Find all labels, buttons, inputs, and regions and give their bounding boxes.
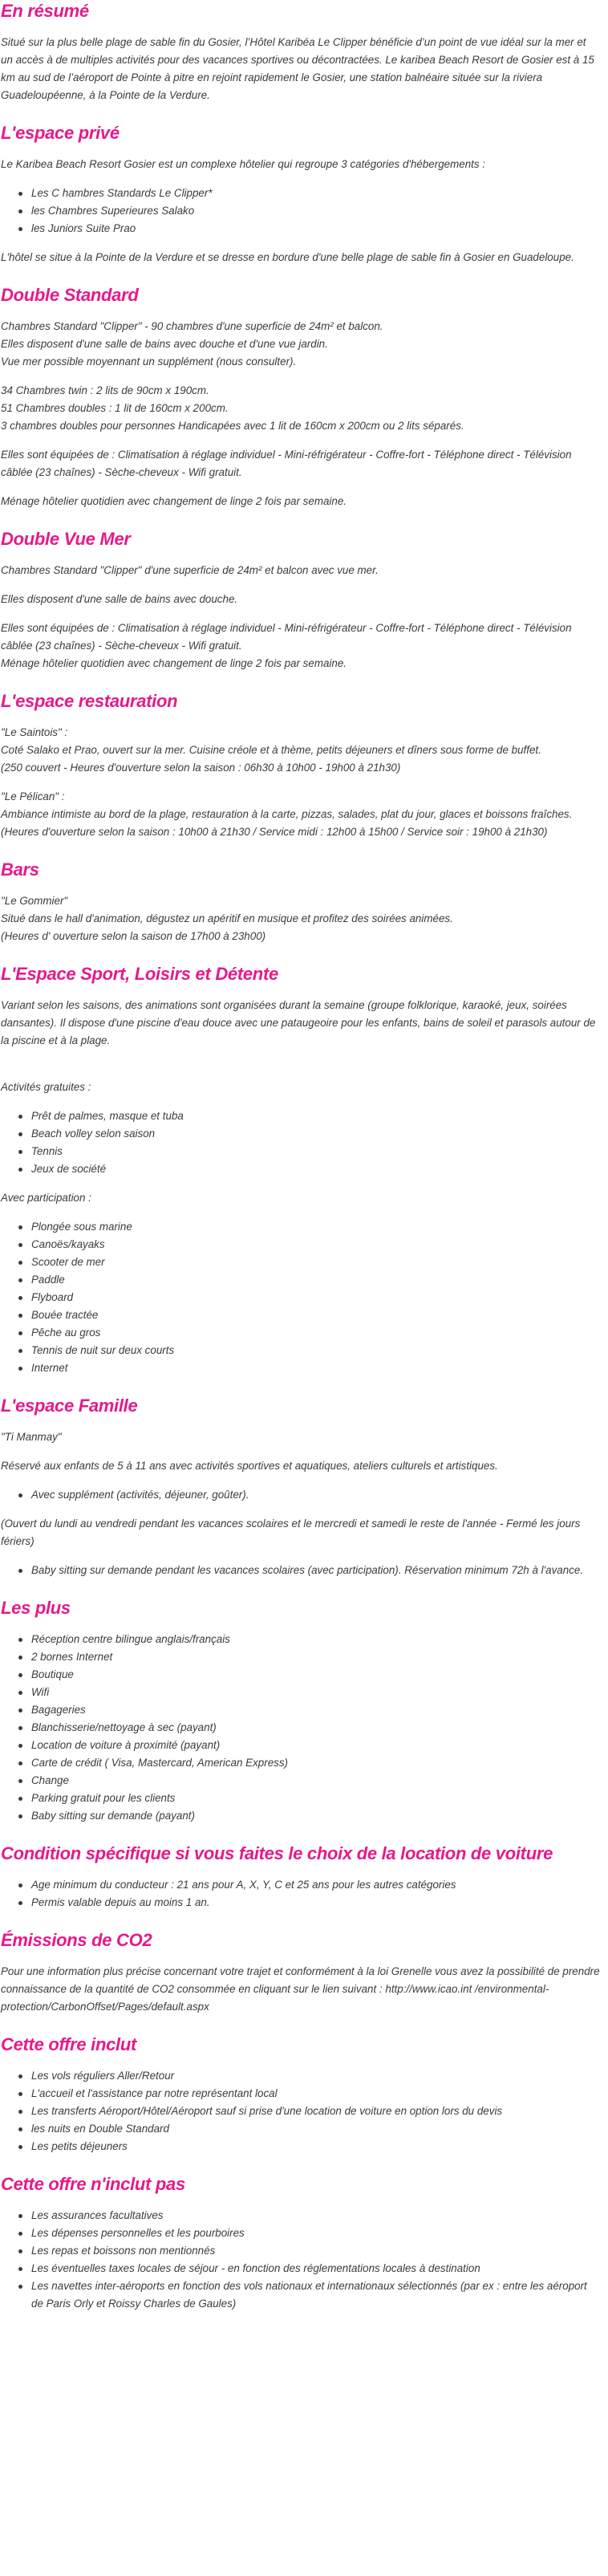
list-item: Les éventuelles taxes locales de séjour - en fonction des réglementations locales à destination <box>31 2260 601 2277</box>
room-equipment: Elles sont équipées de : Climatisation à réglage individuel - Mini-réfrigérateur - Coffre-fort - Téléphone direct - Télévision câblée (23 chaînes) - Sèche-cheveux - Wifi gratuit. <box>1 449 572 478</box>
list-item: Flyboard <box>31 1289 601 1306</box>
section-title: L'espace restauration <box>1 691 178 711</box>
kids-club-list <box>1 1486 601 1504</box>
list-item: Avec supplément (activités, déjeuner, goûter). <box>31 1486 601 1504</box>
paid-activities-label: Avec participation : <box>1 1192 91 1204</box>
paid-activities-list <box>1 1218 601 1377</box>
text-line: Ambiance intimiste au bord de la plage, restauration à la carte, pizzas, salades, plat du jour, glaces et boissons fraîches. <box>1 808 573 820</box>
list-item: Bouée tractée <box>31 1306 601 1324</box>
list-item: Jeux de société <box>31 1160 601 1178</box>
text-line: 34 Chambres twin : 2 lits de 90cm x 190cm. <box>1 384 209 396</box>
section-espace-prive <box>1 122 601 266</box>
prive-outro: L'hôtel se situe à la Pointe de la Verdure et se dresse en bordure d'une belle plage de sable fin à Gosier en Guadeloupe. <box>1 251 574 263</box>
room-equipment <box>1 620 601 672</box>
restaurant-pelican <box>1 788 601 841</box>
list-item: Permis valable depuis au moins 1 an. <box>31 1894 601 1912</box>
list-item: Internet <box>31 1359 601 1377</box>
rental-conditions-list <box>1 1876 601 1912</box>
list-item: L'accueil et l'assistance par notre représentant local <box>31 2085 601 2103</box>
included-list <box>1 2067 601 2155</box>
kids-club-note: (Ouvert du lundi au vendredi pendant les vacances scolaires et le mercredi et samedi le reste de l'année - Fermé les jours fériers) <box>1 1518 581 1547</box>
restaurant-saintois <box>1 724 601 777</box>
text-line: (Heures d' ouverture selon la saison de 17h00 à 23h00) <box>1 930 266 942</box>
list-item: Les repas et boissons non mentionnés <box>31 2242 601 2260</box>
section-title: L'espace Famille <box>1 1396 138 1416</box>
section-restauration <box>1 690 601 841</box>
section-sport-loisirs <box>1 963 601 1377</box>
text-line: Elles disposent d'une salle de bains avec douche et d'une vue jardin. <box>1 338 328 350</box>
text-line: "Le Saintois" : <box>1 726 68 738</box>
list-item: Parking gratuit pour les clients <box>31 1790 601 1807</box>
free-activities-list <box>1 1107 601 1178</box>
housekeeping-note: Ménage hôtelier quotidien avec changement de linge 2 fois par semaine. <box>1 495 347 507</box>
section-title: Émissions de CO2 <box>1 1930 152 1950</box>
text-line: (Heures d'ouverture selon la saison : 10h00 à 21h30 / Service midi : 12h00 à 15h00 / Service soir : 19h00 à 21h30) <box>1 826 548 838</box>
list-item: Les dépenses personnelles et les pourboires <box>31 2225 601 2242</box>
list-item: Les petits déjeuners <box>31 2138 601 2155</box>
spacer <box>1 1061 601 1079</box>
text-line: Chambres Standard "Clipper" - 90 chambres d'une superficie de 24m² et balcon. <box>1 320 383 332</box>
list-item: Prêt de palmes, masque et tuba <box>31 1107 601 1125</box>
list-item: Paddle <box>31 1271 601 1289</box>
babysitting-list <box>1 1562 601 1579</box>
section-title: Cette offre inclut <box>1 2034 136 2054</box>
list-item: Location de voiture à proximité (payant) <box>31 1737 601 1754</box>
kids-club-name: "Ti Manmay" <box>1 1431 62 1443</box>
section-bars <box>1 859 601 945</box>
accommodation-list <box>1 185 601 238</box>
list-item: Age minimum du conducteur : 21 ans pour A, X, Y, C et 25 ans pour les autres catégories <box>31 1876 601 1894</box>
section-double-vue-mer <box>1 528 601 672</box>
room-configuration <box>1 382 601 435</box>
section-title: Double Standard <box>1 285 139 305</box>
text-line: Ménage hôtelier quotidien avec changement de linge 2 fois par semaine. <box>1 657 347 669</box>
section-double-standard <box>1 284 601 510</box>
list-item: Bagageries <box>31 1701 601 1719</box>
list-item: Plongée sous marine <box>31 1218 601 1236</box>
list-item: Baby sitting sur demande pendant les vacances scolaires (avec participation). Réservation minimum 72h à l'avance. <box>31 1562 601 1579</box>
list-item: Les assurances facultatives <box>31 2207 601 2225</box>
section-title: Double Vue Mer <box>1 529 131 549</box>
text-line: Elles sont équipées de : Climatisation à réglage individuel - Mini-réfrigérateur - Coffre-fort - Téléphone direct - Télévision câblée (23 chaînes) - Sèche-cheveux - Wifi gratuit. <box>1 622 572 652</box>
list-item: Wifi <box>31 1684 601 1701</box>
list-item: Carte de crédit ( Visa, Mastercard, American Express) <box>31 1754 601 1772</box>
list-item: Beach volley selon saison <box>31 1125 601 1143</box>
section-emissions-co2 <box>1 1929 601 2016</box>
text-line: (250 couvert - Heures d'ouverture selon la saison : 06h30 à 10h00 - 19h00 à 21h30) <box>1 762 401 774</box>
section-title: Les plus <box>1 1598 71 1618</box>
text-line: Vue mer possible moyennant un supplément (nous consulter). <box>1 356 297 368</box>
sport-intro: Variant selon les saisons, des animations sont organisées durant la semaine (groupe folklorique, karaoké, jeux, soirées dansantes). Il dispose d'une piscine d'eau douce avec une pataugeoire pour les enfants, bains de soleil et parasols autour de la piscine et à la plage. <box>1 999 596 1046</box>
section-famille <box>1 1395 601 1579</box>
section-title: En résumé <box>1 1 89 21</box>
text-line: 3 chambres doubles pour personnes Handicapées avec 1 lit de 160cm x 200cm ou 2 lits séparés. <box>1 420 464 432</box>
list-item: Tennis <box>31 1143 601 1160</box>
room-bathroom: Elles disposent d'une salle de bains avec douche. <box>1 593 238 605</box>
list-item: Change <box>31 1772 601 1790</box>
kids-club-intro: Réservé aux enfants de 5 à 11 ans avec activités sportives et aquatiques, ateliers culturels et artistiques. <box>1 1460 498 1472</box>
text-line: 51 Chambres doubles : 1 lit de 160cm x 200cm. <box>1 402 229 414</box>
free-activities-label: Activités gratuites : <box>1 1081 91 1093</box>
room-description: Chambres Standard "Clipper" d'une superficie de 24m² et balcon avec vue mer. <box>1 564 379 576</box>
list-item: Scooter de mer <box>31 1253 601 1271</box>
list-item: Baby sitting sur demande (payant) <box>31 1807 601 1825</box>
list-item: les nuits en Double Standard <box>31 2120 601 2138</box>
section-title: L'espace privé <box>1 123 120 143</box>
co2-text: Pour une information plus précise concernant votre trajet et conformément à la loi Grenelle vous avez la possibilité de prendre connaissance de la quantité de CO2 consommée en cliquant sur le lien suivant : http://www.icao.int /environmental-protection/CarbonOffset/Pages/default.aspx <box>1 1965 600 2013</box>
list-item: Canoës/kayaks <box>31 1236 601 1253</box>
list-item: Les vols réguliers Aller/Retour <box>31 2067 601 2085</box>
section-offre-ninclut <box>1 2173 601 2313</box>
text-line: Coté Salako et Prao, ouvert sur la mer. Cuisine créole et à thème, petits déjeuners et dîners sous forme de buffet. <box>1 744 541 756</box>
list-item: Les transferts Aéroport/Hôtel/Aéroport sauf si prise d'une location de voiture en option lors du devis <box>31 2103 601 2120</box>
list-item: les Chambres Superieures Salako <box>31 202 601 220</box>
amenities-list <box>1 1631 601 1825</box>
section-condition-location <box>1 1843 601 1912</box>
list-item: Tennis de nuit sur deux courts <box>31 1342 601 1359</box>
list-item: Boutique <box>31 1666 601 1684</box>
section-title: Condition spécifique si vous faites le choix de la location de voiture <box>1 1843 553 1863</box>
list-item: Les C hambres Standards Le Clipper* <box>31 185 601 202</box>
section-title: Bars <box>1 859 39 880</box>
section-title: L'Espace Sport, Loisirs et Détente <box>1 964 278 984</box>
list-item: Pêche au gros <box>31 1324 601 1342</box>
text-line: "Le Gommier" <box>1 895 68 907</box>
text-line: "Le Pélican" : <box>1 790 65 802</box>
list-item: 2 bornes Internet <box>31 1648 601 1666</box>
section-resume <box>1 0 601 104</box>
section-les-plus <box>1 1597 601 1825</box>
list-item: Réception centre bilingue anglais/français <box>31 1631 601 1648</box>
section-title: Cette offre n'inclut pas <box>1 2174 185 2194</box>
resume-text: Situé sur la plus belle plage de sable fin du Gosier, l’Hôtel Karibéa Le Clipper bénéficie d’un point de vue idéal sur la mer et un accès à de multiples activités pour des vacances sportives ou décontractées. Le karibea Beach Resort de Gosier est à 15 km au sud de l’aéroport de Pointe à pitre en rejoint rapidement le Gosier, une station balnéaire située sur la riviera Guadeloupéenne, à la Pointe de la Verdure. <box>1 36 594 101</box>
prive-intro: Le Karibea Beach Resort Gosier est un complexe hôtelier qui regroupe 3 catégories d'hébergements : <box>1 158 485 170</box>
room-description <box>1 318 601 371</box>
list-item: Blanchisserie/nettoyage à sec (payant) <box>31 1719 601 1737</box>
list-item: les Juniors Suite Prao <box>31 220 601 238</box>
bar-gommier <box>1 892 601 945</box>
text-line: Situé dans le hall d'animation, dégustez un apéritif en musique et profitez des soirées animées. <box>1 912 453 924</box>
list-item: Les navettes inter-aéroports en fonction des vols nationaux et internationaux sélectionnés (par ex : entre les aéroport de Paris Orly et Roissy Charles de Gaules) <box>31 2277 601 2313</box>
section-offre-inclut <box>1 2034 601 2155</box>
not-included-list <box>1 2207 601 2313</box>
